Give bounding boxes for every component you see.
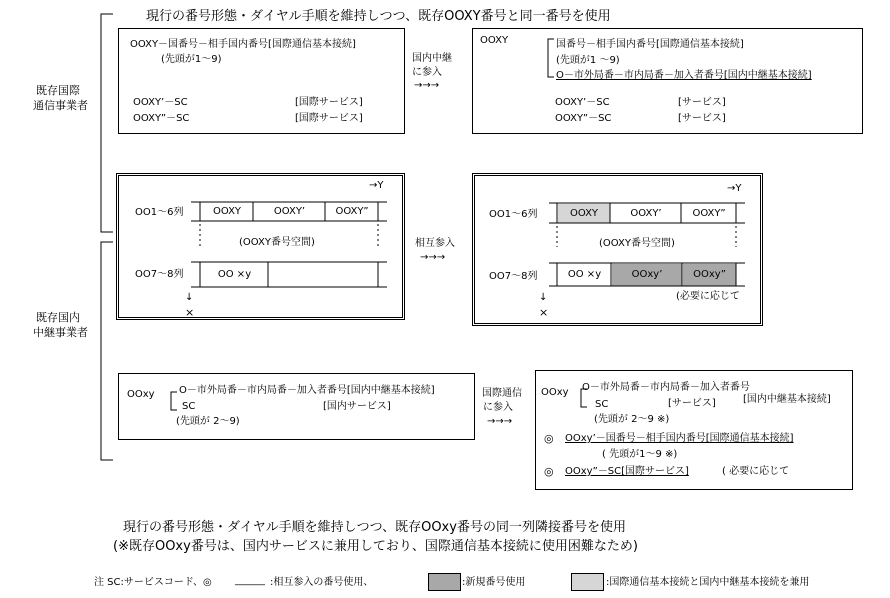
box2-sc1: OOXY’－SC (555, 97, 610, 108)
box4-head: OOxy (541, 387, 569, 398)
grid-right-row1-label: OO1～6列 (489, 209, 538, 220)
footnote-light: :国際通信基本接続と国内中継基本接続を兼用 (606, 577, 810, 588)
arrow1-arrow: →→→ (414, 80, 440, 91)
box4-line6-note: ( 必要に応じて (722, 466, 790, 477)
grid-right-space-label: (OOXY番号空間) (599, 238, 675, 249)
grid-right-cell-ooxy1: OOXY’ (630, 207, 662, 219)
grid-right-x-mark: × (539, 306, 549, 319)
box2-sc2-tag: [サービス] (678, 113, 726, 124)
box3-line2: SC (182, 401, 196, 412)
box4-line3: (先頭が 2～9 ※) (594, 414, 670, 425)
footnote-mid: :相互参入の番号使用、 (270, 577, 374, 588)
label-dom-1: 既存国内 (36, 311, 80, 324)
grid-left-x-mark: × (185, 306, 195, 319)
arrow3-label1: 国際通信 (482, 388, 522, 399)
box-intl-after (472, 28, 863, 134)
grid-right-lines (475, 176, 766, 329)
grid-right-cell-ooxy-new1: OOxy’ (612, 264, 682, 286)
grid-left-row2-label: OO7～8列 (135, 269, 184, 280)
footnote-dark: :新規番号使用 (462, 577, 526, 588)
box4-line2-tag: [サービス] (668, 398, 716, 409)
grid-right-cell-ooxy-small: OO ×y (567, 269, 602, 280)
label-intl-1: 既存国際 (36, 84, 80, 97)
grid-left-cell-ooxy-small: OO ×y (217, 269, 252, 280)
grid-right-cell-ooxy2: OOXY” (692, 207, 726, 219)
bottom-summary-1: 現行の番号形態・ダイヤル手順を維持しつつ、既存OOxy番号の同一列隣接番号を使用 (123, 520, 626, 535)
grid-right-note: (必要に応じて (676, 291, 740, 302)
grid-left-cell-ooxy2: OOXY” (335, 206, 369, 217)
label-dom-2: 中継事業者 (33, 326, 88, 339)
bottom-summary-2: (※既存OOxy番号は、国内サービスに兼用しており、国際通信基本接続に使用困難なため) (113, 539, 638, 554)
footnote-prefix: 注 SC:サービスコード、◎ (94, 577, 212, 588)
box1-sc2: OOXY”－SC (133, 113, 190, 124)
grid-right-row2-label: OO7～8列 (489, 271, 538, 282)
arrow1-label1: 国内中継 (412, 53, 452, 64)
grid-left-down-arrow: ↓ (185, 292, 194, 303)
box2-line1: 国番号－相手国内番号[国際通信基本接続] (556, 39, 744, 50)
box1-sc2-tag: [国際サービス] (295, 113, 363, 124)
grid-right-y-arrow: →Y (727, 183, 742, 194)
box4-line2: SC (595, 399, 609, 410)
box4-mark2: ◎ (544, 465, 554, 478)
box4-line6: OOxy”－SC[国際サービス] (565, 466, 689, 477)
legend-dark-swatch (428, 573, 461, 591)
arrow3-label2: に参入 (483, 402, 513, 413)
box4-line1: O－市外局番－市内局番－加入者番号 (582, 382, 750, 393)
box1-line1: OOXY－国番号－相手国内番号[国際通信基本接続] (130, 39, 356, 50)
grid-left-row1-label: OO1～6列 (135, 207, 184, 218)
box4-line4: OOxy’－国番号－相手国内番号[国際通信基本接続] (565, 433, 794, 444)
grid-left-lines (119, 176, 408, 323)
box-dom-current (118, 373, 475, 440)
grid-left-y-arrow: →Y (369, 180, 384, 191)
box4-mark1: ◎ (544, 432, 554, 445)
grid-left-frame (116, 173, 405, 320)
box4-line2-tag2: [国内中継基本接続] (743, 394, 831, 405)
arrow2-arrow: →→→ (420, 252, 446, 263)
arrow2-label: 相互参入 (415, 238, 455, 249)
box2-line2: (先頭が1 ～9) (556, 55, 620, 66)
arrow3-arrow: →→→ (487, 416, 513, 427)
top-title: 現行の番号形態・ダイヤル手順を維持しつつ、既存OOXY番号と同一番号を使用 (146, 9, 611, 24)
box2-sc1-tag: [サービス] (678, 97, 726, 108)
footnote-blank: ______ (235, 575, 265, 586)
box4-line5: ( 先頭が1～9 ※) (602, 449, 678, 460)
box2-line3: O－市外局番－市内局番－加入者番号[国内中継基本接続] (556, 70, 812, 81)
box1-sc1-tag: [国際サービス] (295, 97, 363, 108)
grid-right-down-arrow: ↓ (539, 292, 548, 303)
box2-sc2: OOXY”－SC (555, 113, 612, 124)
box3-line3: (先頭が 2～9) (176, 416, 240, 427)
box1-line2: (先頭が1～9) (161, 54, 222, 65)
box3-line2-tag: [国内サービス] (323, 401, 391, 412)
box-intl-current (118, 28, 405, 134)
box3-line1: O－市外局番－市内局番－加入者番号[国内中継基本接続] (179, 385, 435, 396)
grid-left-cell-ooxy1: OOXY’ (273, 206, 306, 217)
dom-bracket (101, 242, 113, 460)
box2-head: OOXY (480, 35, 509, 46)
grid-left-cell-ooxy: OOXY (212, 206, 242, 217)
grid-right-cell-ooxy-new2: OOxy” (683, 264, 736, 286)
legend-light-swatch (571, 573, 604, 591)
grid-right-cell-ooxy: OOXY (558, 204, 610, 223)
label-intl-2: 通信事業者 (33, 99, 88, 112)
arrow1-label2: に参入 (412, 67, 442, 78)
box-dom-after (535, 370, 853, 490)
box3-head: OOxy (127, 389, 155, 400)
grid-left-space-label: (OOXY番号空間) (239, 237, 315, 248)
grid-right-frame (472, 173, 763, 326)
intl-bracket (101, 14, 113, 232)
box1-sc1: OOXY’－SC (133, 97, 188, 108)
